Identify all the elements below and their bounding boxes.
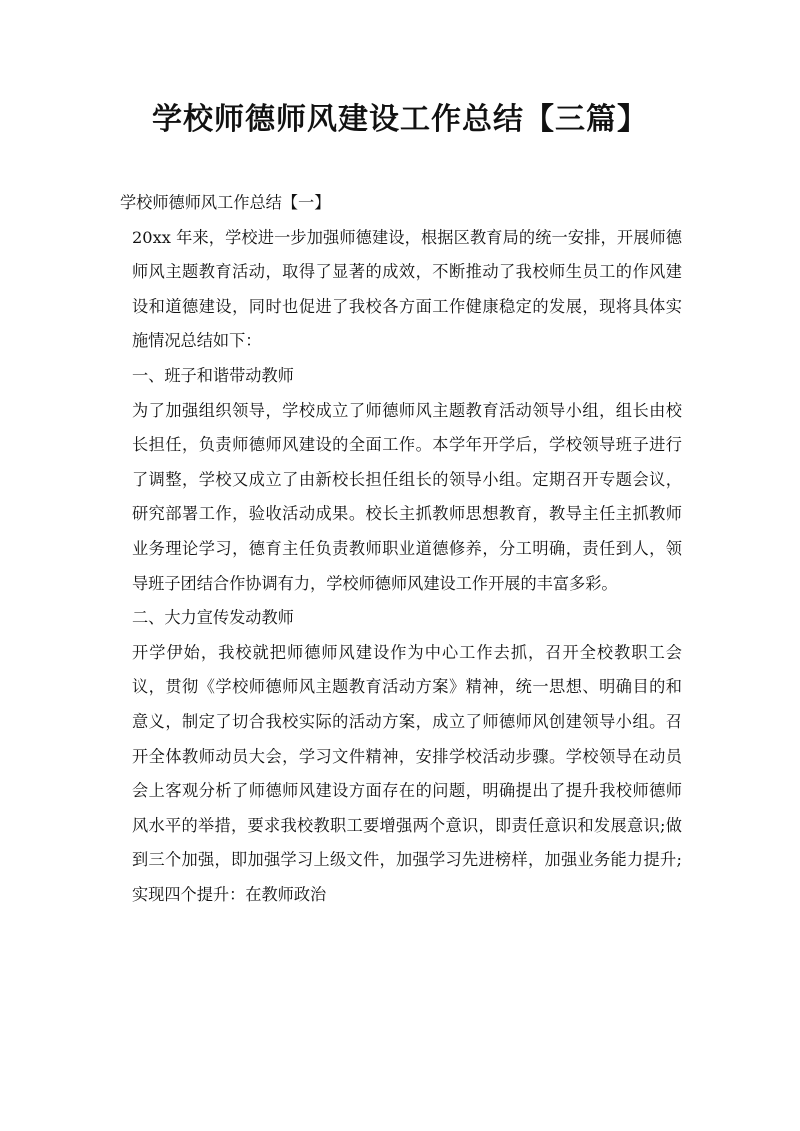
document-title: 学校师德师风建设工作总结【三篇】	[152, 102, 648, 137]
heading-one: 一、班子和谐带动教师	[132, 365, 294, 385]
intro-paragraph: 20xx 年来，学校进一步加强师德建设，根据区教育局的统一安排，开展师德师风主题教育活动，取得了显著的成效，不断推动了我校师生员工的作风建设和道德建设，同时也促进了我校各方面工作健康稳定的发展，现将具体实施情况总结如下：	[132, 227, 682, 351]
heading-two: 二、大力宣传发动教师	[132, 608, 294, 628]
paragraph-leadership: 为了加强组织领导，学校成立了师德师风主题教育活动领导小组，组长由校长担任，负责师德师风建设的全面工作。本学年开学后，学校领导班子进行了调整，学校又成立了由新校长担任组长的领导小组。定期召开专题会议，研究部署工作，验收活动成果。校长主抓教师思想教育，教导主任主抓教师业务理论学习，德育主任负责教师职业道德修养，分工明确，责任到人，领导班子团结合作协调有力，学校师德师风建设工作开展的丰富多彩。	[132, 400, 682, 593]
document-body	[120, 186, 682, 912]
paragraph-publicity: 开学伊始，我校就把师德师风建设作为中心工作去抓，召开全校教职工会议，贯彻《学校师德师风主题教育活动方案》精神，统一思想、明确目的和意义，制定了切合我校实际的活动方案，成立了师德师风创建领导小组。召开全体教师动员大会，学习文件精神，安排学校活动步骤。学校领导在动员会上客观分析了师德师风建设方面存在的问题，明确提出了提升我校师德师风水平的举措，要求我校教职工要增强两个意识，即责任意识和发展意识;做到三个加强，即加强学习上级文件，加强学习先进榜样，加强业务能力提升;实现四个提升：在教师政治	[132, 642, 682, 904]
section-title: 学校师德师风工作总结【一】	[120, 193, 331, 212]
